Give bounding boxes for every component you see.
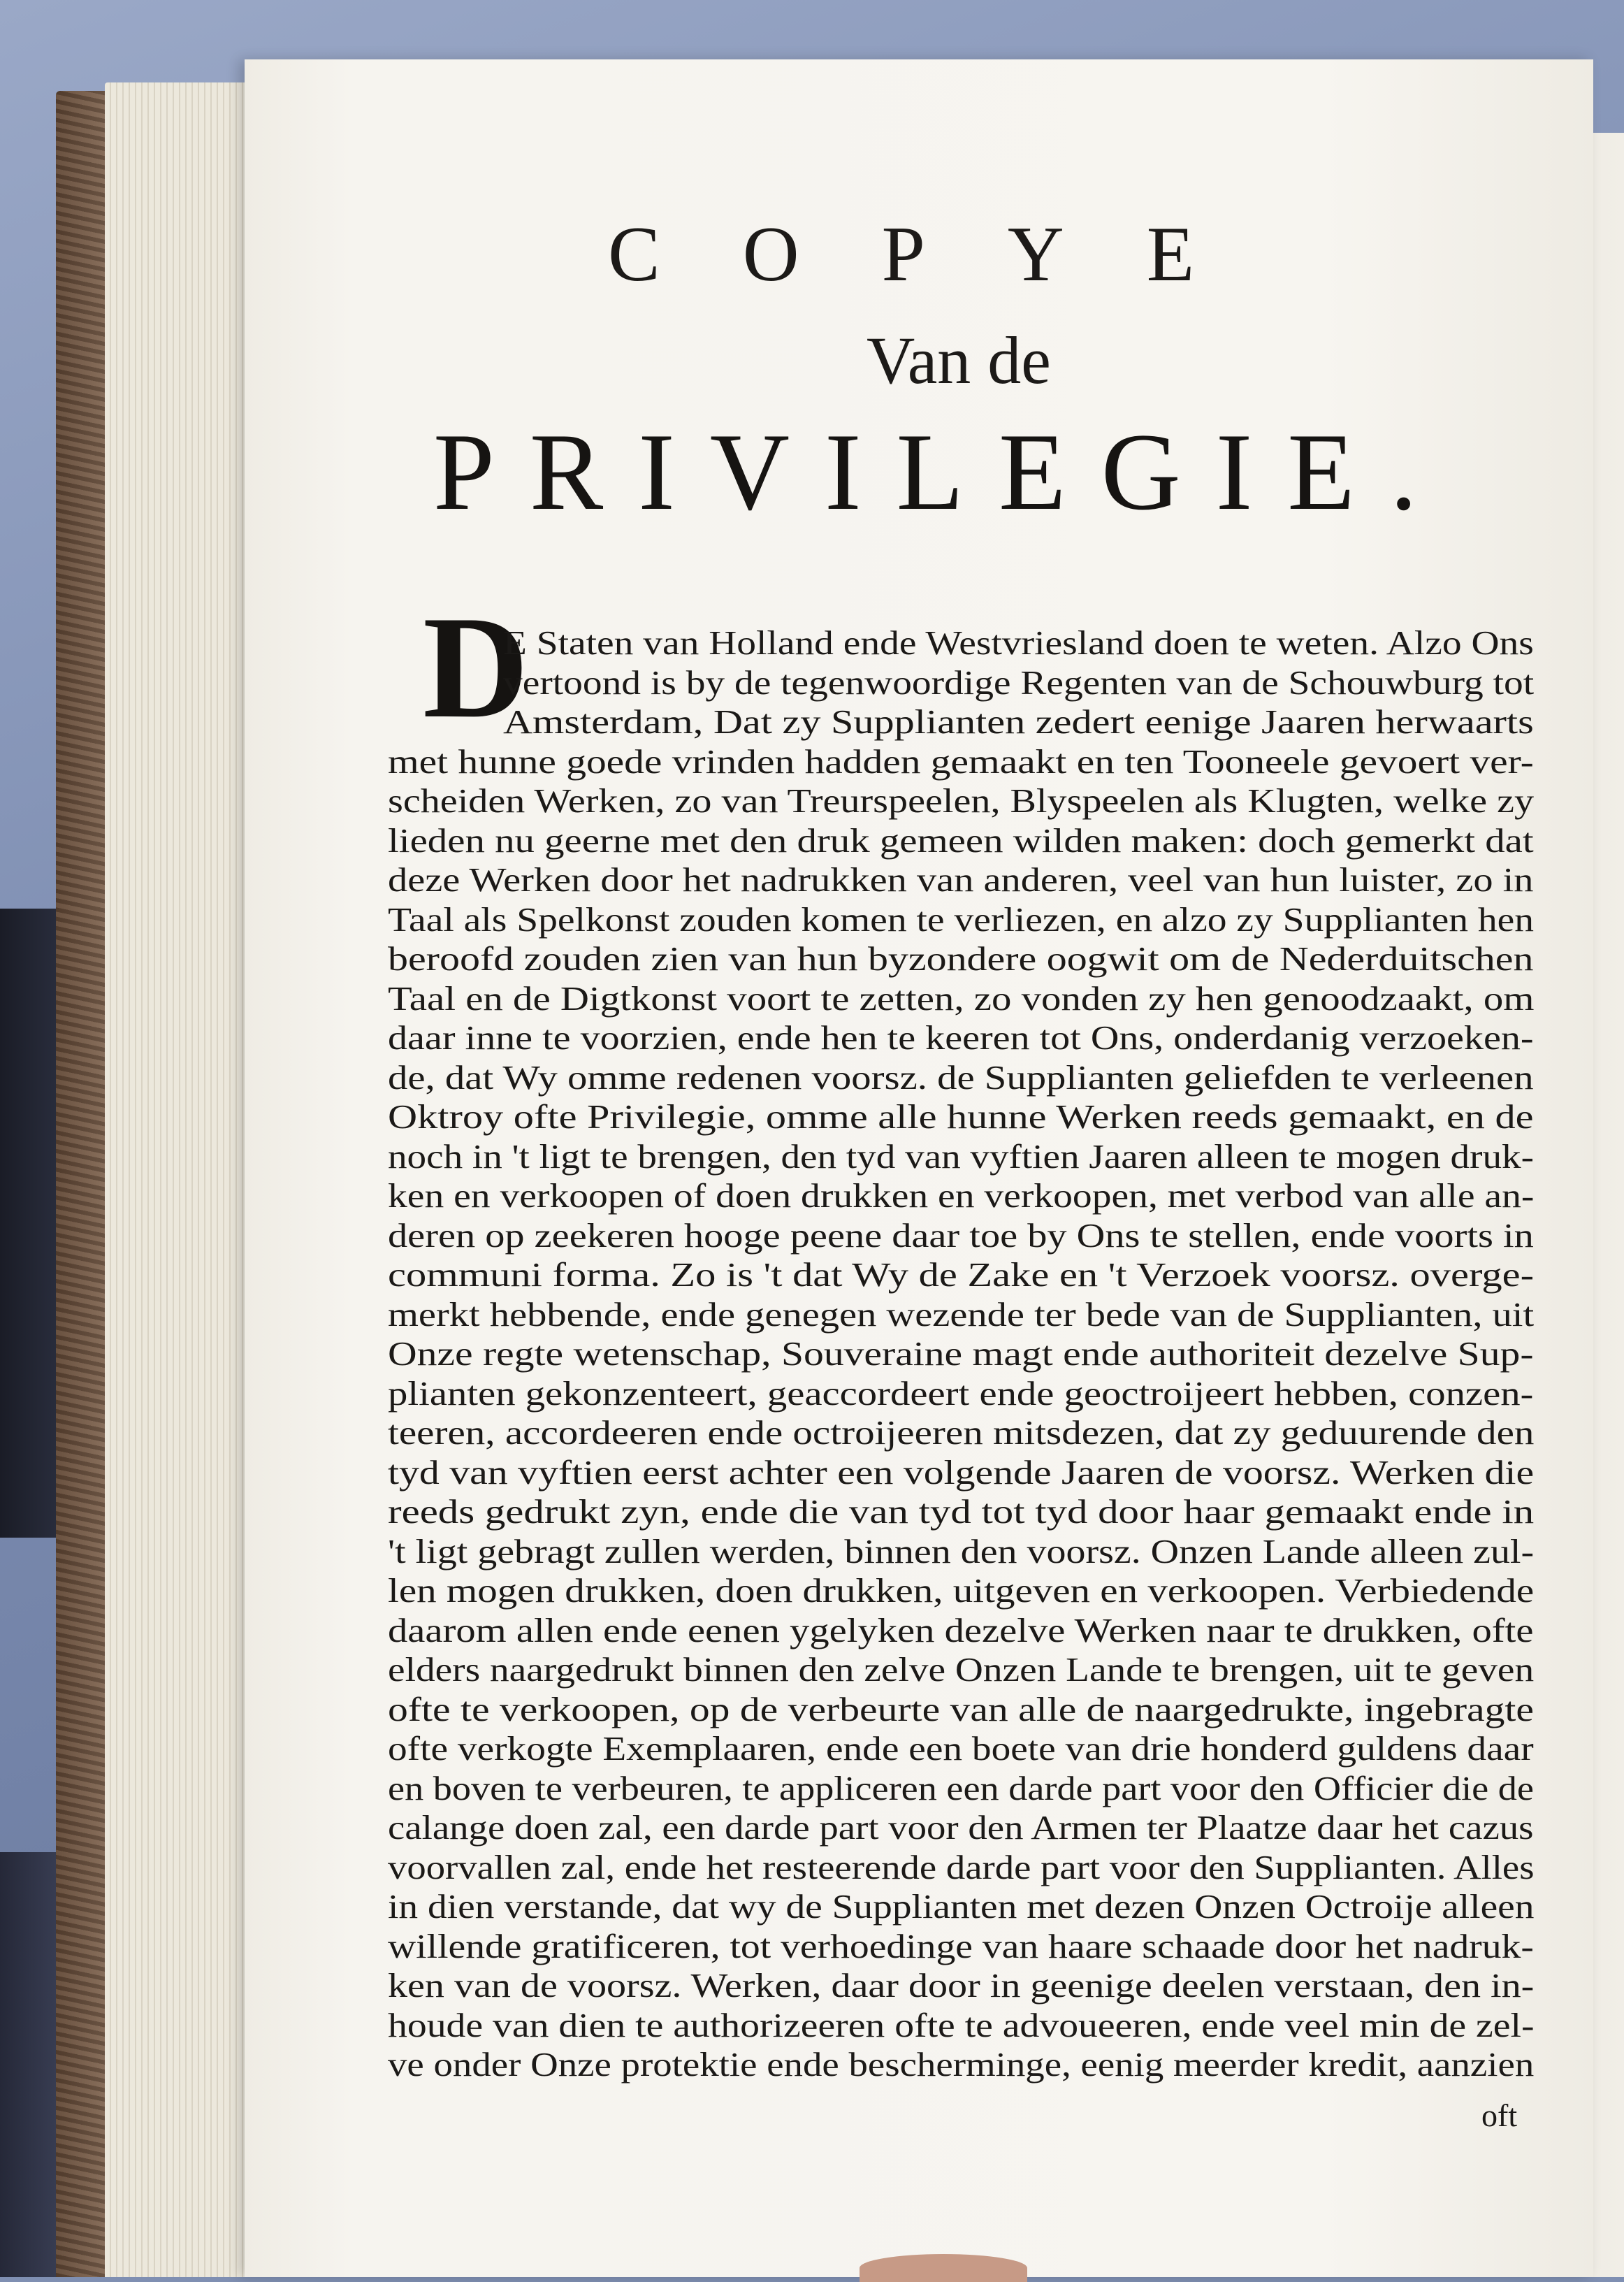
text-line: reeds gedrukt zyn, ende die van tyd tot tyd door haar gemaakt ende in (388, 1492, 1535, 1531)
text-line: ve onder Onze protektie ende bescherminge, eenig meerder kredit, aanzien (388, 2045, 1535, 2084)
text-line: Amsterdam, Dat zy Supplianten zedert eenige Jaaren herwaarts (503, 702, 1534, 741)
text-line: met hunne goede vrinden hadden gemaakt en ten Tooneele gevoert ver- (388, 742, 1534, 781)
text-line: daar inne te voorzien, ende hen te keeren tot Ons, onderdanig verzoeken- (388, 1018, 1534, 1057)
text-line: 't ligt gebragt zullen werden, binnen den voorsz. Onzen Lande alleen zul- (388, 1531, 1535, 1570)
text-line: teeren, accordeeren ende octroijeeren mitsdezen, dat zy geduurende den (388, 1413, 1535, 1452)
catchword: oft (1481, 2097, 1518, 2133)
text-line: Oktroy ofte Privilegie, omme alle hunne Werken reeds gemaakt, en de (388, 1097, 1534, 1136)
text-line: willende gratificeren, tot verhoedinge van haare schaade door het nadruk- (388, 1926, 1534, 1965)
text-line: en boven te verbeuren, te appliceren een darde part voor den Officier die de (388, 1768, 1534, 1807)
text-line: ofte te verkoopen, op de verbeurte van alle de naargedrukte, ingebragte (388, 1689, 1534, 1728)
text-line: communi forma. Zo is 't dat Wy de Zake en 't Verzoek voorsz. overge- (388, 1255, 1535, 1294)
text-line: in dien verstande, dat wy de Supplianten met dezen Onzen Octroije alleen (388, 1887, 1535, 1926)
text-line: scheiden Werken, zo van Treurspeelen, Blyspeelen als Klugten, welke zy (388, 781, 1535, 820)
text-line: merkt hebbende, ende genegen wezende ter bede van de Supplianten, uit (388, 1294, 1535, 1334)
text-line: plianten gekonzenteert, geaccordeert ende geoctroijeert hebben, conzen- (388, 1373, 1534, 1413)
header-subtitle: Van de (867, 323, 1051, 398)
text-line: voorvallen zal, ende het resteerende darde part voor den Supplianten. Alles (388, 1847, 1535, 1886)
text-line: de, dat Wy omme redenen voorsz. de Supplianten geliefden te verleenen (388, 1057, 1534, 1097)
text-line: deren op zeekeren hooge peene daar toe by Ons te stellen, ende voorts in (388, 1215, 1534, 1255)
text-line: houde van dien te authorizeeren ofte te advoueeren, ende veel min de zel- (388, 2005, 1535, 2044)
header-title: COPYE (608, 211, 1277, 298)
text-line: vertoond is by de tegenwoordige Regenten van de Schouwburg tot (503, 663, 1535, 702)
text-line: lieden nu geerne met den druk gemeen wilden maken: doch gemerkt dat (388, 821, 1534, 860)
text-line: ken van de voorsz. Werken, daar door in geenige deelen verstaan, den in- (388, 1966, 1535, 2005)
text-line: ofte verkogte Exemplaaren, ende een boete van drie honderd guldens daar (388, 1729, 1534, 1768)
text-line: calange doen zal, een darde part voor den Armen ter Plaatze daar het cazus (388, 1808, 1534, 1847)
text-line: tyd van vyftien eerst achter een volgende Jaaren de voorsz. Werken die (388, 1452, 1535, 1492)
text-line: beroofd zouden zien van hun byzondere oogwit om de Nederduitschen (388, 939, 1534, 978)
text-line: len mogen drukken, doen drukken, uitgeven en verkoopen. Verbiedende (388, 1571, 1535, 1610)
drop-cap: D (423, 586, 529, 749)
text-line: Taal en de Digtkonst voort te zetten, zo vonden zy hen genoodzaakt, om (388, 978, 1535, 1018)
text-line: elders naargedrukt binnen den zelve Onzen Lande te brengen, uit te geven (388, 1650, 1535, 1689)
text-line: noch in 't ligt te brengen, den tyd van vyftien Jaaren alleen te mogen druk- (388, 1136, 1534, 1176)
thumb (860, 2254, 1027, 2282)
text-line: E Staten van Holland ende Westvriesland doen te weten. Alzo Ons (503, 623, 1534, 662)
text-line: Onze regte wetenschap, Souveraine magt ende authoriteit dezelve Sup- (388, 1334, 1534, 1373)
text-line: Taal als Spelkonst zouden komen te verliezen, en alzo zy Supplianten hen (388, 900, 1535, 939)
text-line: deze Werken door het nadrukken van anderen, veel van hun luister, zo in (388, 860, 1534, 899)
text-line: ken en verkoopen of doen drukken en verkoopen, met verbod van alle an- (388, 1176, 1535, 1215)
header-main-title: PRIVILEGIE. (433, 411, 1453, 533)
text-line: daarom allen ende eenen ygelyken dezelve Werken naar te drukken, ofte (388, 1610, 1534, 1649)
